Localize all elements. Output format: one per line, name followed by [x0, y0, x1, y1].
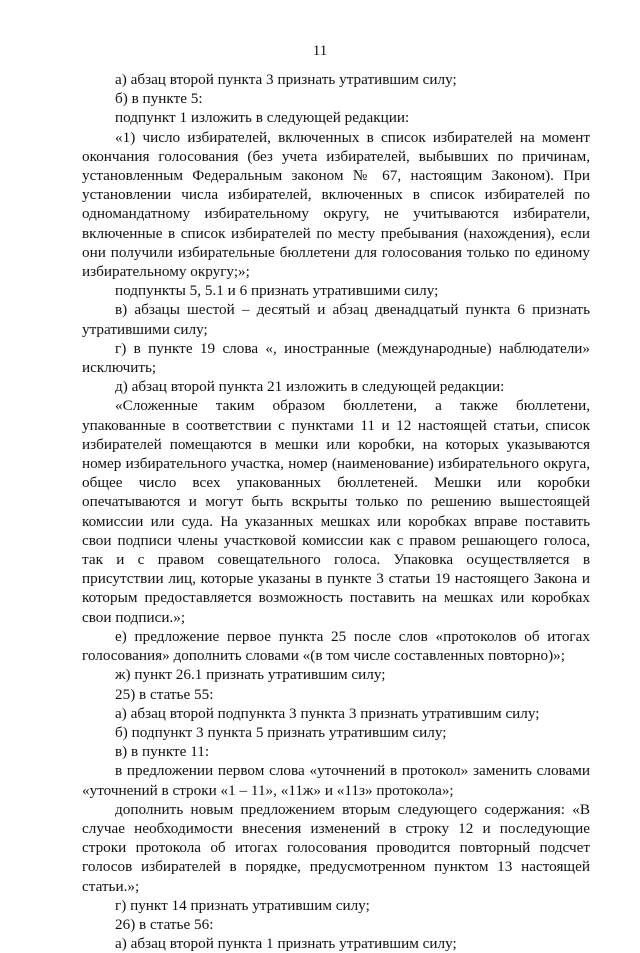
paragraph: в) в пункте 11: [115, 743, 210, 761]
paragraph: а) абзац второй пункта 1 признать утратившим силу; [115, 935, 457, 953]
paragraph: подпункт 1 изложить в следующей редакции: [115, 109, 410, 127]
paragraph: д) абзац второй пункта 21 изложить в следующей редакции: [115, 378, 505, 396]
paragraph: а) абзац второй пункта 3 признать утратившим силу; [115, 71, 457, 88]
paragraph: г) пункт 14 признать утратившим силу; [115, 896, 370, 914]
paragraph: дополнить новым предложением вторым следующего содержания: «В случае необходимости внесения изменений в строку 12 и последующие строки протокола об итогах голосования проводится повторный подсчет голосов избирателей в порядке, предусмотренном пунктом 13 настоящей статьи.»; [82, 800, 590, 895]
paragraph: е) предложение первое пункта 25 после слов «протоколов об итогах голосования» дополнить словами «(в том числе составленных повторно)»; [82, 627, 590, 665]
paragraph: в) абзацы шестой – десятый и абзац двенадцатый пункта 6 признать утратившими силу; [82, 301, 590, 338]
paragraph: а) абзац второй подпункта 3 пункта 3 признать утратившим силу; [115, 704, 540, 722]
document-body [82, 70, 590, 953]
paragraph: б) в пункте 5: [115, 90, 203, 108]
paragraph: «1) число избирателей, включенных в список избирателей на момент окончания голосования (без учета избирателей, выбывших по причинам, установленным Федеральным законом № 67, настоящим Законом). При установлении числа избирателей, включенных в список избирателей по одномандатному избирательному округу, не учитываются избиратели, включенные в список избирателей по месту пребывания (нахождения), если они получили избирательные бюллетени для голосования только по единому избирательному округу;»; [82, 128, 590, 281]
paragraph: «Сложенные таким образом бюллетени, а также бюллетени, упакованные в соответствии с пунктами 11 и 12 настоящей статьи, список избирателей помещаются в мешки или коробки, на которых указываются номер избирательного участка, номер (наименование) избирательного округа, общее число всех упакованных бюллетеней. Мешки или коробки опечатываются и могут быть вскрыты только по решению вышестоящей комиссии или суда. На указанных мешках или коробках вправе поставить свои подписи члены участковой комиссии как с правом решающего голоса, так и с правом совещательного голоса. Упаковка осуществляется в присутствии лиц, которые указаны в пункте 3 статьи 19 настоящего Закона и которым предоставляется возможность поставить на мешках или коробках свои подписи.»; [82, 397, 590, 626]
paragraph: в предложении первом слова «уточнений в протокол» заменить словами «уточнений в строки «1 – 11», «11ж» и «11з» протокола»; [82, 762, 590, 799]
paragraph: г) в пункте 19 слова «, иностранные (международные) наблюдатели» исключить; [82, 339, 590, 377]
paragraph: б) подпункт 3 пункта 5 признать утратившим силу; [115, 723, 447, 741]
page-number: 11 [312, 43, 328, 59]
paragraph: ж) пункт 26.1 признать утратившим силу; [115, 666, 386, 684]
paragraph: подпункты 5, 5.1 и 6 признать утратившими силу; [115, 282, 439, 300]
paragraph: 25) в статье 55: [115, 685, 214, 703]
paragraph: 26) в статье 56: [115, 915, 214, 933]
